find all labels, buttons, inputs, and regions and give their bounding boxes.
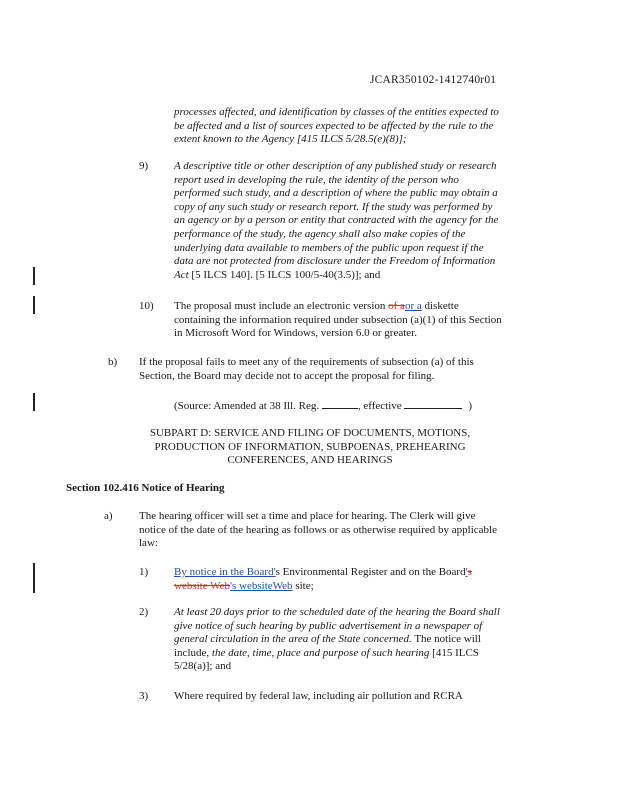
citation-text: [5 ILCS 140]. [5 ILCS 100/5-40(3.5)]; and [188,268,381,281]
text-line: PRODUCTION OF INFORMATION, SUBPOENAS, PREHEARING [154,440,466,453]
continuation-paragraph [174,106,554,147]
inserted-text: 's website [230,579,273,592]
item-letter: b) [108,356,118,368]
deleted-text: s [467,566,472,578]
text-line [174,647,554,661]
sub-1-text [174,566,554,593]
text-line: give notice of such hearing by public advertisement in a newspaper of [174,619,483,632]
blank-line [404,398,462,409]
text-line: 5/28(a)]; and [174,660,232,673]
item-letter: a) [104,510,113,522]
text-line: A descriptive title or other description of any published study or research [174,160,497,172]
sub-2-text [174,606,554,674]
text-line: underlying data available to members of the public upon request if the [174,241,484,254]
text-line: Where required by federal law, including air pollution and RCRA [174,690,463,702]
change-bar [33,267,35,285]
blank-line [322,398,358,409]
text-segment: diskette [421,300,459,312]
item-a-text [139,510,559,551]
inserted-text: ' [273,566,276,578]
deleted-text: of a [388,300,405,312]
source-suffix: ) [468,400,473,412]
text-line: law: [139,537,158,550]
text-line: notice of the date of the hearing as follows or as otherwise required by applicable [139,523,497,536]
text-line: an agency or by a person or entity that contracted with the agency for the [174,214,499,227]
inserted-text: Web [272,579,293,592]
text-line [174,580,554,594]
text-line [174,269,554,283]
text-segment: include, [174,646,212,659]
text-segment: s Environmental Register and on the Board [275,566,466,578]
text-line: in Microsoft Word for Windows, version 6.0 or greater. [174,327,417,340]
text-line: CONFERENCES, AND HEARINGS [227,454,393,467]
change-bar [33,563,35,593]
text-line: performance of the study, the agency shall also make copies of the [174,227,466,240]
inserted-text: or a [404,300,422,312]
document-id: JCAR350102-1412740r01 [370,74,497,86]
item-b-text [139,356,559,383]
text-line [174,300,554,314]
text-segment: the date, time, place and purpose of such hearing [211,646,430,659]
source-middle: , effective [357,400,405,412]
source-prefix: (Source: Amended at 38 Ill. Reg. [174,400,322,412]
inserted-text: By notice in the Board [174,566,274,578]
text-line: At least 20 days prior to the scheduled date of the hearing the Board shall [174,606,500,618]
subpart-heading [60,427,560,468]
text-line [174,633,554,647]
source-note [174,398,554,414]
text-segment: The proposal must include an electronic version [174,300,389,312]
text-line: performed such study, and a description of where the public may obtain a [174,187,498,200]
sub-3-text [174,690,554,704]
text-line: report used in developing the rule, the identity of the person who [174,173,459,186]
change-bar [33,393,35,411]
item-number: 10) [139,300,154,312]
item-9-text [174,160,554,282]
text-segment: general circulation in the area of the State concerned. [174,633,412,646]
text-line: processes affected, and identification by classes of the entities expected to [174,106,499,118]
text-line: containing the information required under subsection (a)(1) of this Section [174,313,502,326]
text-line: Section, the Board may decide not to accept the proposal for filing. [139,369,435,382]
text-line: The hearing officer will set a time and place for hearing. The Clerk will give [139,510,476,522]
item-number: 1) [139,566,149,578]
act-italic: Act [174,268,189,281]
item-number: 2) [139,606,149,618]
text-line: data are not protected from disclosure under the Freedom of Information [174,255,496,268]
change-bar [33,296,35,314]
text-segment: The notice will [411,633,481,646]
text-segment: site; [292,579,314,592]
text-line [174,566,554,580]
text-line: extent known to the Agency [415 ILCS 5/28.5(e)(8)]; [174,133,407,146]
text-line [174,398,554,414]
text-segment: [415 ILCS [429,646,479,659]
text-line: If the proposal fails to meet any of the requirements of subsection (a) of this [139,356,474,368]
text-line: SUBPART D: SERVICE AND FILING OF DOCUMENTS, MOTIONS, [149,427,471,439]
text-line: copy of any such study or research report. If the study was performed by [174,200,493,213]
item-number: 3) [139,690,149,702]
inserted-text: ' [465,566,468,578]
section-title: Section 102.416 Notice of Hearing [66,482,225,494]
text-line: be affected and a list of sources expected to be affected by the rule to the [174,119,494,132]
item-10-text [174,300,554,341]
deleted-text: website Web [174,579,231,592]
item-number: 9) [139,160,149,172]
